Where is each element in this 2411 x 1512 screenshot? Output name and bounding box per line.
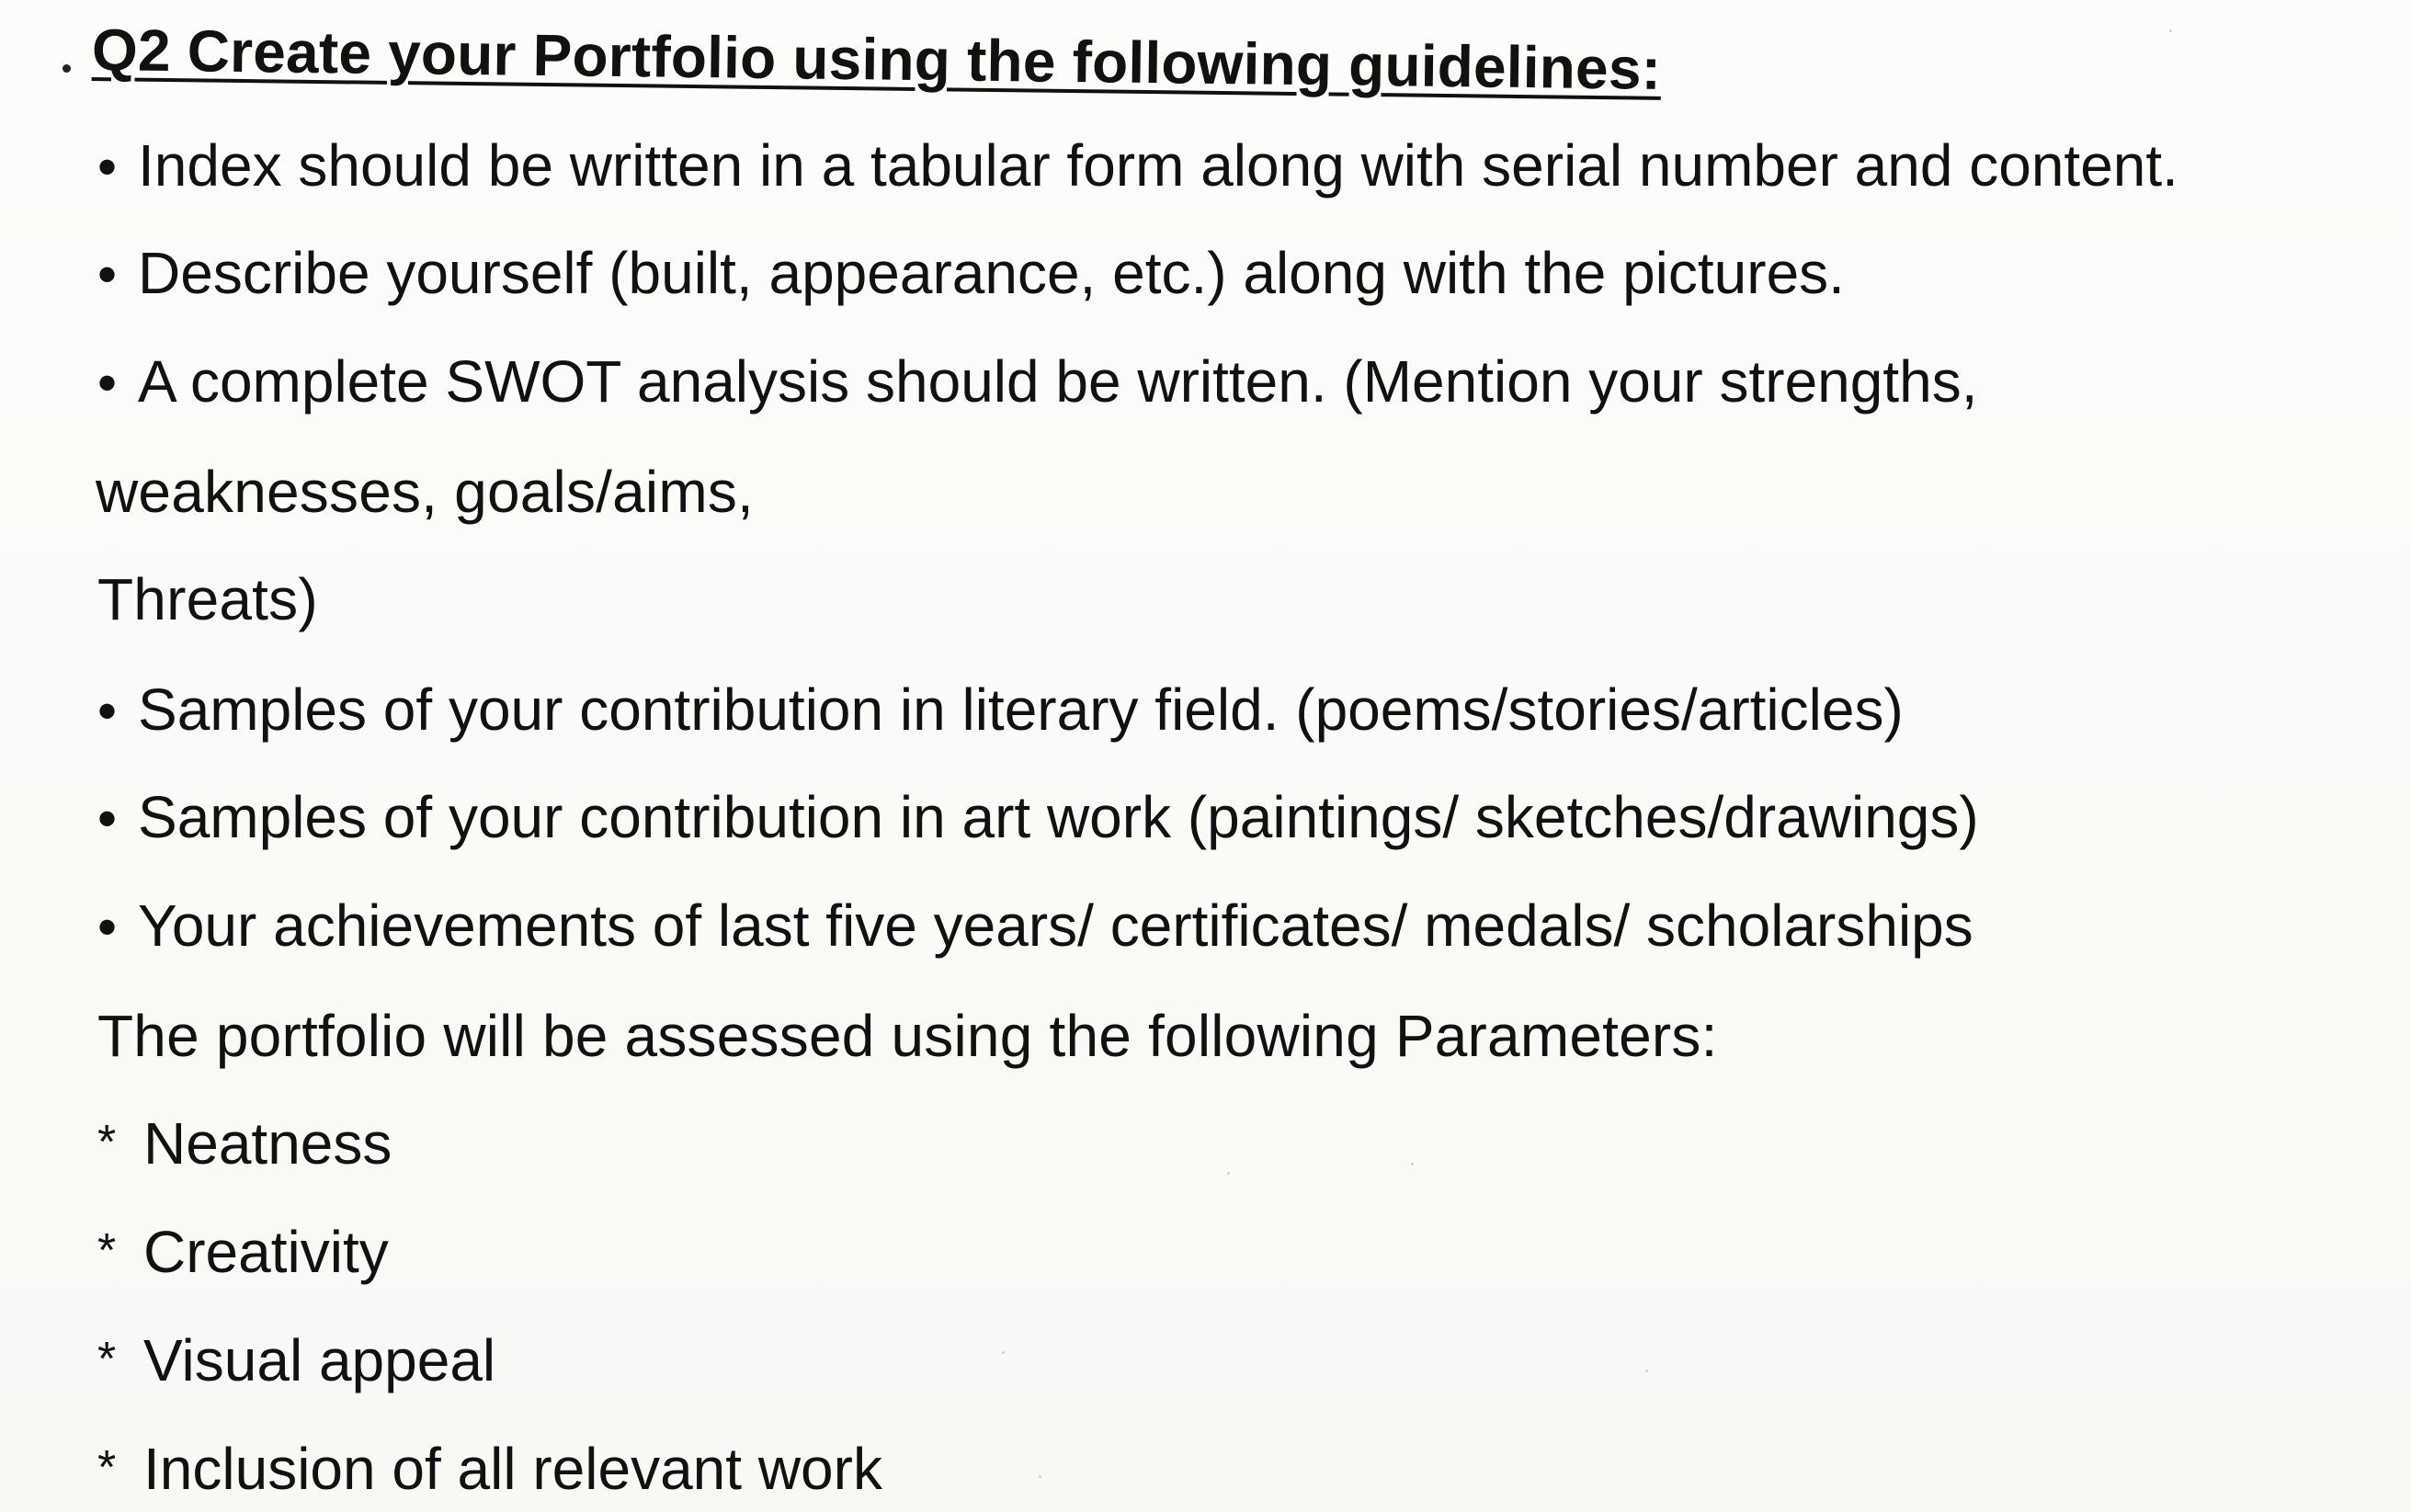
- guideline-continuation: weaknesses, goals/aims,: [96, 459, 755, 525]
- paper-speck: [1002, 1351, 1005, 1354]
- assessment-intro: The portfolio will be assessed using the following Parameters:: [97, 1003, 1718, 1069]
- guideline-text: Samples of your contribution in literary field. (poems/stories/articles): [138, 676, 1904, 743]
- bullet-marker: •: [97, 896, 118, 958]
- guideline-text: Index should be written in a tabular form along with serial number and content.: [138, 132, 2178, 199]
- star-marker: *: [97, 1116, 117, 1169]
- guideline-text: Your achievements of last five years/ certificates/ medals/ scholarships: [138, 892, 1973, 959]
- bullet-marker: •: [97, 788, 118, 849]
- bullet-marker: •: [97, 136, 118, 198]
- guideline-continuation: Threats): [97, 566, 318, 632]
- parameter-text: Neatness: [143, 1110, 392, 1177]
- guideline-text: Samples of your contribution in art work (paintings/ sketches/drawings): [138, 784, 1979, 850]
- bullet-marker: •: [97, 244, 118, 305]
- paper-speck: [1227, 1172, 1230, 1175]
- stray-dot-mark: [63, 64, 71, 73]
- parameter-item: [97, 1436, 882, 1502]
- parameter-text: Creativity: [143, 1219, 389, 1285]
- question-title: Q2 Create your Portfolio using the following guidelines:: [91, 17, 1662, 102]
- paper-speck: [2169, 29, 2172, 32]
- star-marker: *: [97, 1224, 117, 1278]
- guideline-text: Describe yourself (built, appearance, etc.) along with the pictures.: [138, 240, 1845, 306]
- guideline-item: [97, 132, 2178, 199]
- paper-speck: [1411, 1163, 1414, 1165]
- star-marker: *: [97, 1333, 117, 1386]
- guideline-text: A complete SWOT analysis should be written. (Mention your strengths,: [138, 348, 1978, 415]
- parameter-text: Inclusion of all relevant work: [143, 1436, 882, 1502]
- guideline-item: [97, 348, 1978, 415]
- star-marker: *: [97, 1441, 117, 1495]
- guideline-item: [97, 784, 1979, 850]
- parameter-text: Visual appeal: [143, 1327, 496, 1393]
- guideline-item: [97, 676, 1904, 743]
- parameter-item: [97, 1327, 496, 1393]
- paper-speck: [1645, 1370, 1648, 1372]
- guideline-item: [97, 892, 1973, 959]
- parameter-item: [97, 1219, 389, 1285]
- paper-speck: [1039, 1475, 1041, 1478]
- bullet-marker: •: [97, 680, 118, 742]
- bullet-marker: •: [97, 352, 118, 414]
- parameter-item: [97, 1110, 392, 1177]
- guideline-item: [97, 240, 1845, 306]
